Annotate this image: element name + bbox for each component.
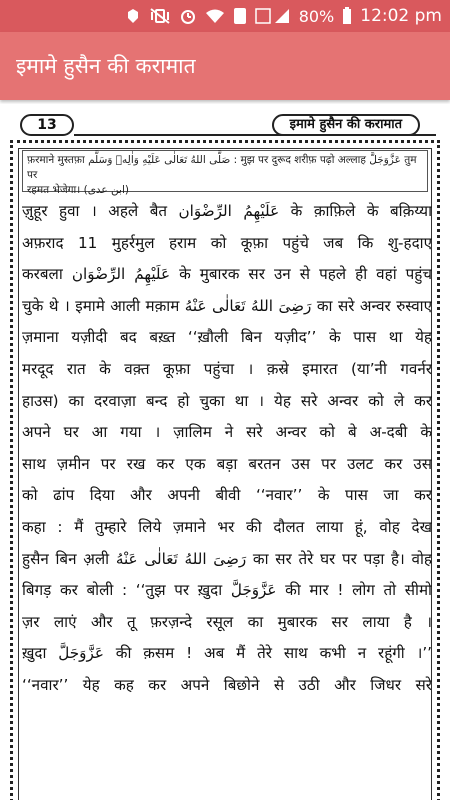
page-heading: इमामे हुसैन की करामात [272, 114, 420, 136]
text-line: ‘‘नवार’’ येह कह कर अपने बिछोने से उठी और जिधर सरे [22, 675, 432, 694]
farmaan-line: रहमत भेजेगा। (ابن عدی) [27, 184, 129, 196]
text-line: ज़र लाएं और तू फ़रज़न्दे रसूल का मुबारक सर लाया है । [22, 612, 432, 631]
wifi-icon [205, 8, 225, 24]
signal-icon [255, 7, 291, 25]
text-line: को ढांप दिया और अपनी बीवी ‘‘नवार’’ के पास जा कर [22, 486, 432, 505]
text-line: कहा : मैं तुम्हारे लिये ज़माने भर की दौलत लाया हूं, वोह देख [22, 517, 432, 536]
text-line: ज़माना यज़ीदी बद बख़्त ‘‘ख़ौली बिन यज़ीद’’ के पास था येह [22, 328, 432, 347]
clock: 12:02 pm [360, 6, 442, 26]
app-bar [0, 32, 450, 100]
sim-icon [233, 7, 247, 25]
body-text [22, 196, 432, 702]
text-line: अफ़राद 11 मुहर्रमुल हराम को कूफ़ा पहुंचे जब कि शु-हदाए [22, 233, 432, 252]
book-page[interactable] [0, 104, 450, 800]
app-title: इमामे हुसैन की करामात [16, 54, 196, 78]
notification-icon [125, 8, 141, 24]
text-line: साथ ज़मीन पर रख कर एक बड़ा बरतन उस पर उलट कर उस [22, 454, 432, 473]
text-line: मरदूद रात के वक़्त कूफ़ा पहुंचा । क़स्रे इमारत (या’नी गवर्नर [22, 359, 432, 378]
page-number: 13 [20, 114, 74, 136]
battery-charging-icon [342, 7, 352, 25]
text-line: चुके थे । इमामे आली मक़ाम رَضِیَ اللهُ تَعَالٰی عَنْهُ का सरे अन्वर रुस्वाए [22, 296, 432, 315]
vibrate-mute-icon [149, 8, 171, 24]
alarm-icon [179, 7, 197, 25]
text-line: करबला عَلَيْهِمُ الرِّضْوَان के मुबारक सर उन से पहले ही वहां पहुंच [22, 265, 432, 284]
status-bar [0, 0, 450, 32]
page-header [14, 110, 436, 138]
text-line: ज़ुहूर हुवा । अहले बैत عَلَيْهِمُ الرِّضْوَان के क़ाफ़िले के बक़िय्या [22, 202, 432, 220]
text-line: बिगड़ कर बोली : ‘‘तुझ पर ख़ुदा عَزَّوَجَلَّ की मार ! लोग तो सीमो [22, 581, 432, 600]
battery-percent: 80% [298, 6, 335, 26]
text-line: हुसैन बिन अ़ली رَضِیَ اللهُ تَعَالٰی عَنْهُ का सर तेरे घर पर पड़ा है। वोह [22, 549, 432, 568]
text-line: अपने घर आ गया । ज़ालिम ने सरे अन्वर को बे अ-दबी के [22, 423, 432, 442]
farmaan-box [22, 150, 428, 196]
farmaan-line: फ़रमाने मुस्तफ़ा صَلَّى اللهُ تَعَالٰی عَلَیْهِ وَاٰلِهٖ وَسَلَّم : मुझ पर दुरूद शरीफ़ पढ़ो अल्लाह عَزَّوَجَلَّ तुम पर [27, 154, 417, 181]
text-line: हाउस) का दरवाज़ा बन्द हो चुका था । येह सरे अन्वर को ले कर [22, 391, 432, 410]
text-line: ख़ुदा عَزَّوَجَلَّ की क़सम ! अब मैं तेरे साथ कभी न रहूंगी ।’’ [22, 644, 432, 663]
